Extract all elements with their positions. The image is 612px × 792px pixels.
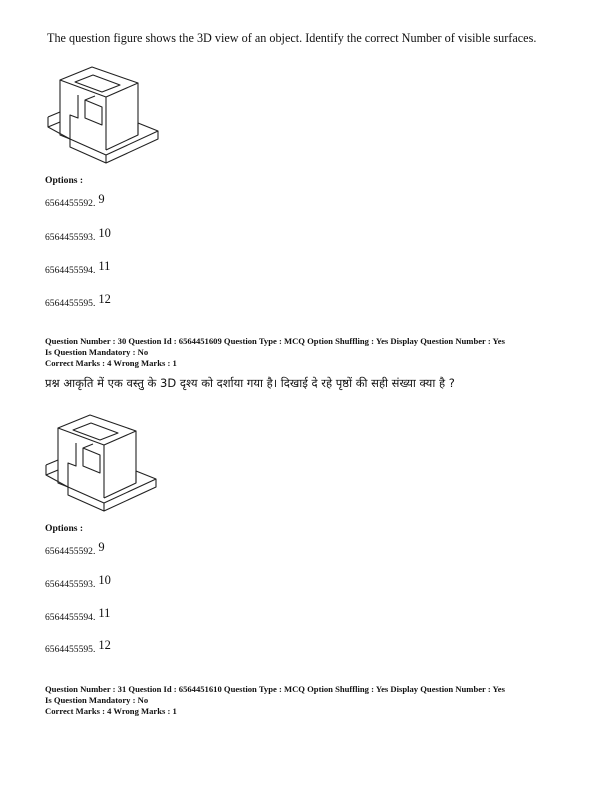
option-value: 11 bbox=[98, 259, 111, 273]
question-meta bbox=[45, 336, 505, 369]
option-id: 6564455593. bbox=[45, 579, 96, 590]
option-item[interactable] bbox=[45, 292, 111, 310]
option-value: 12 bbox=[98, 292, 111, 306]
figure-left-wall bbox=[60, 80, 78, 139]
option-item[interactable] bbox=[45, 573, 111, 591]
figure-left-ledge bbox=[46, 460, 68, 487]
options-label: Options : bbox=[45, 175, 84, 186]
option-id: 6564455592. bbox=[45, 198, 96, 209]
question-marks: Correct Marks : 4 Wrong Marks : 1 bbox=[45, 358, 177, 368]
question-text-hindi: प्रश्न आकृति में एक वस्तु के 3D दृश्य को दर्शाया गया है। दिखाई दे रहे पृष्ठों की सही संख्या क्या है ? bbox=[45, 376, 455, 390]
question-mandatory: Is Question Mandatory : No bbox=[45, 347, 149, 357]
question-mandatory: Is Question Mandatory : No bbox=[45, 695, 149, 705]
option-value: 10 bbox=[98, 226, 111, 240]
option-value: 12 bbox=[98, 638, 111, 652]
option-item[interactable] bbox=[45, 638, 111, 656]
option-value: 10 bbox=[98, 573, 111, 587]
option-id: 6564455594. bbox=[45, 612, 96, 623]
figure-top-inner bbox=[73, 423, 118, 440]
question-meta-line: Question Number : 31 Question Id : 6564451610 Question Type : MCQ Option Shuffling : Yes Display Question Number : Yes bbox=[45, 684, 505, 694]
options-label: Options : bbox=[45, 523, 84, 534]
option-id: 6564455594. bbox=[45, 265, 96, 276]
option-id: 6564455593. bbox=[45, 232, 96, 243]
question-marks: Correct Marks : 4 Wrong Marks : 1 bbox=[45, 706, 177, 716]
figure-base bbox=[68, 471, 156, 511]
question-meta bbox=[45, 684, 505, 717]
option-id: 6564455592. bbox=[45, 546, 96, 557]
figure-base bbox=[70, 123, 158, 163]
option-id: 6564455595. bbox=[45, 298, 96, 309]
option-item[interactable] bbox=[45, 192, 105, 210]
figure-slot bbox=[85, 96, 102, 125]
figure-left-wall bbox=[58, 428, 76, 487]
option-item[interactable] bbox=[45, 540, 105, 558]
question-meta-line: Question Number : 30 Question Id : 6564451609 Question Type : MCQ Option Shuffling : Yes Display Question Number : Yes bbox=[45, 336, 505, 346]
figure-top-inner bbox=[75, 75, 120, 92]
option-item[interactable] bbox=[45, 606, 111, 624]
figure-front-wall bbox=[106, 83, 138, 150]
question-text: The question figure shows the 3D view of an object. Identify the correct Number of visible surfaces. bbox=[47, 31, 537, 45]
option-value: 9 bbox=[98, 192, 105, 206]
object-3d-figure bbox=[40, 55, 170, 170]
figure-left-ledge bbox=[48, 112, 70, 139]
object-3d-figure bbox=[38, 403, 168, 518]
figure-slot bbox=[83, 444, 100, 473]
figure-top-face bbox=[60, 67, 138, 97]
option-value: 11 bbox=[98, 606, 111, 620]
option-id: 6564455595. bbox=[45, 644, 96, 655]
option-item[interactable] bbox=[45, 226, 111, 244]
option-value: 9 bbox=[98, 540, 105, 554]
figure-front-wall bbox=[104, 431, 136, 498]
figure-top-face bbox=[58, 415, 136, 445]
option-item[interactable] bbox=[45, 259, 111, 277]
